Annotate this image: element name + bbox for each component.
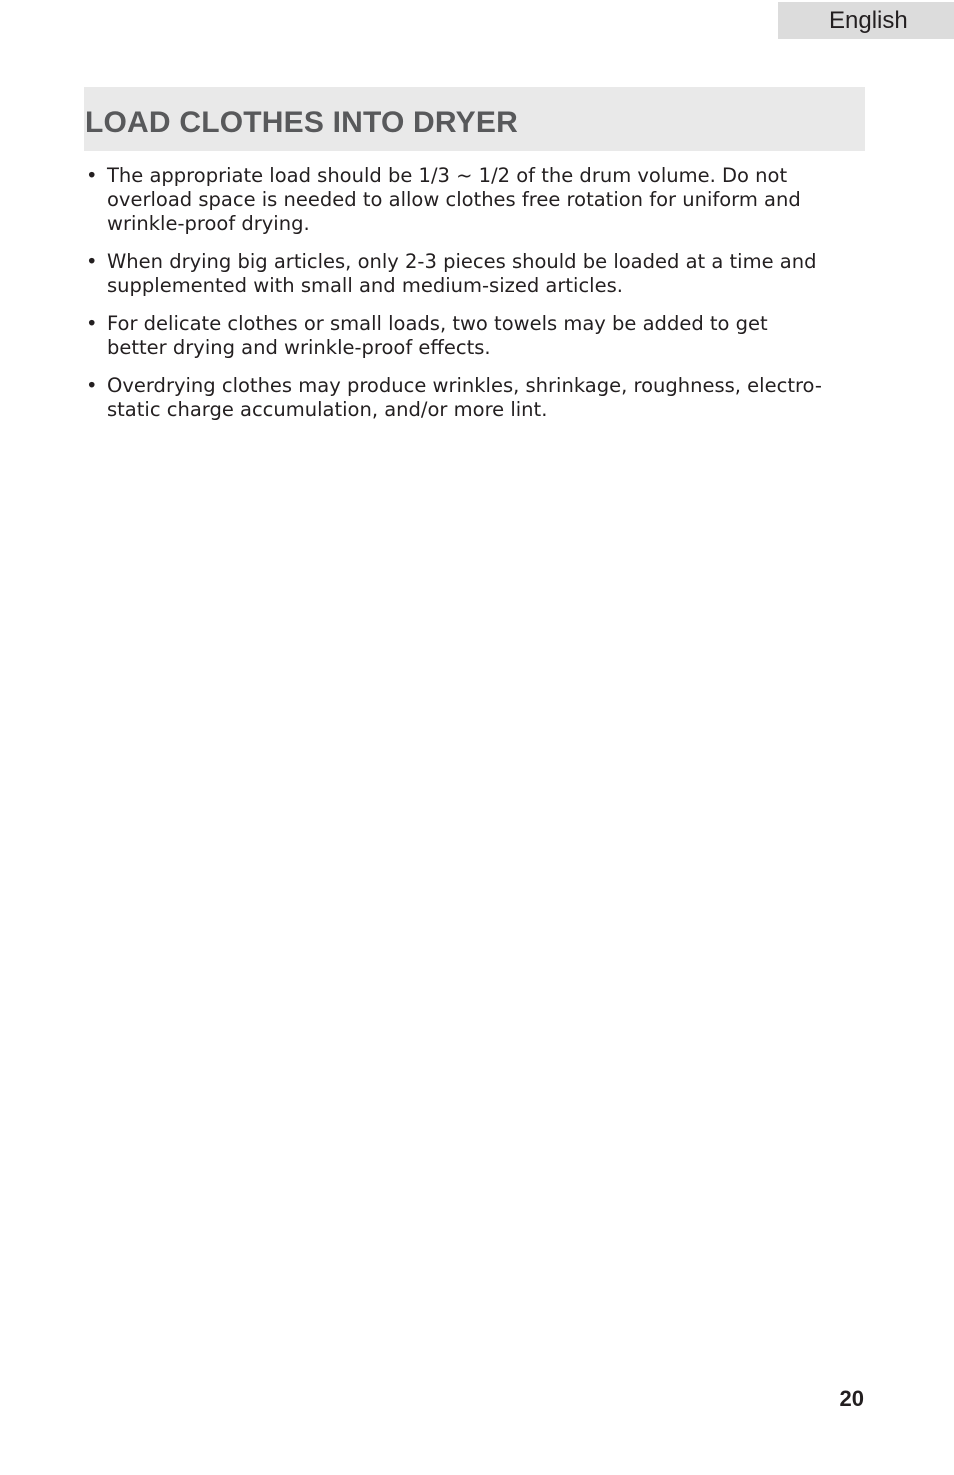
- bullet-icon: •: [86, 374, 98, 397]
- list-item: [86, 312, 826, 360]
- list-item-text: The appropriate load should be 1/3 ~ 1/2 of the drum volume. Do not overload space is needed to allow clothes free rotation for uniform and wrinkle-proof drying.: [107, 164, 801, 235]
- list-item: [86, 250, 826, 298]
- list-item-text: For delicate clothes or small loads, two towels may be added to get better drying and wrinkle-proof effects.: [107, 312, 768, 359]
- section-header: [84, 87, 865, 151]
- list-item-text: Overdrying clothes may produce wrinkles, shrinkage, roughness, electro-static charge accumulation, and/or more lint.: [107, 374, 822, 421]
- language-tab: English: [778, 2, 954, 39]
- list-item-text: When drying big articles, only 2-3 pieces should be loaded at a time and supplemented with small and medium-sized articles.: [107, 250, 817, 297]
- list-item: [86, 374, 826, 422]
- bullet-icon: •: [86, 164, 98, 187]
- section-title: LOAD CLOTHES INTO DRYER: [85, 106, 518, 139]
- bullet-icon: •: [86, 250, 98, 273]
- bullet-icon: •: [86, 312, 98, 335]
- page-number: 20: [839, 1386, 864, 1411]
- instruction-list: [86, 164, 826, 436]
- list-item: [86, 164, 826, 236]
